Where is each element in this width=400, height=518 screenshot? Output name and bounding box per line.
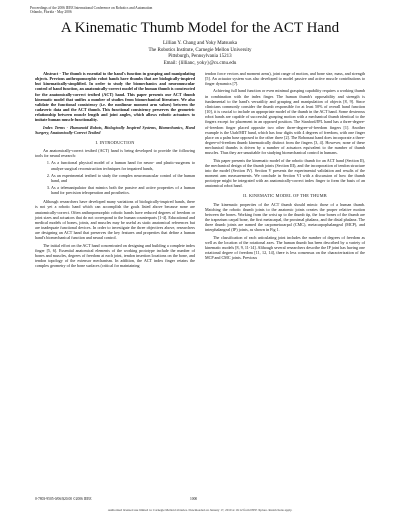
proceedings-line-1: Proceedings of the 2006 IEEE International Conference on Robotics and Automation bbox=[30, 6, 153, 10]
paper-title: A Kinematic Thumb Model for the ACT Hand bbox=[60, 20, 340, 36]
body-paragraph: Although researchers have developed many variations of biologically-inspired hands, there is not yet a robotic hand which can accomplish the goals listed above because none are anatomically-correct. Often anthropomorphic robotic hands have reduced degrees of freedom or joint sizes and actuators that do not correspond to the human counterparts [1-4]. Educational and medical models of bones, joints, and muscles may be useful as static anatomical references but are inadequate functional devices. In order to investigate the three objectives above, researchers are designing an ACT hand that preserves the key features and properties that define a human hand's biomechanical function and neural control. bbox=[35, 199, 195, 241]
section-heading-introduction: I. INTRODUCTION bbox=[95, 139, 135, 145]
index-terms: Index Terms - Humanoid Robots, Biologically Inspired Systems, Biomechanics, Hand Surgery, Anatomically-Correct Testbed bbox=[35, 124, 195, 135]
proceedings-line-2: Orlando, Florida - May 2006 bbox=[30, 10, 72, 15]
author-city: Pittsburgh, Pennsylvania 15213 bbox=[168, 54, 232, 60]
objectives-list bbox=[35, 160, 195, 195]
body-paragraph: tendon force vectors and moment arms), joint range of motion, and bone size, mass, and strength [5]. An actuator system was also developed to model passive and active muscle contributions to finger dynamics [7]. bbox=[205, 71, 365, 87]
license-notice: Authorized licensed use limited to: Carnegie Mellon Libraries. Downloaded on January 17, 2010 at 16:12 from IEEE Xplore. Restrictions apply. bbox=[107, 508, 293, 512]
list-item: 3. As a telemanipulator that mimics both the passive and active properties of a human hand for precision teleoperation and prosthetics. bbox=[51, 185, 195, 195]
body-paragraph: The classification of each articulating joint includes the number of degrees of freedom as well as the location of the rotational axes. The human thumb has been described by a variety of kinematic models [8, 9, 11-14]. Although several researchers describe the IP joint has having one rotational degree of freedom [11, 12, 14], there is less consensus on the characterization of the MCP and CMC joints. Previous bbox=[205, 234, 365, 261]
left-column bbox=[35, 71, 195, 270]
proceedings-header bbox=[30, 6, 152, 15]
abstract: Abstract - The thumb is essential to the hand's function in grasping and manipulating objects. Previous anthropomorphic robot hands have thumbs that are biologically-inspired but kinematically-simplified. In order to study the biomechanics and neuromuscular control of hand function, an anatomically-correct model of the human thumb is constructed for the anatomically-correct testbed (ACT) hand. This paper presents our ACT thumb kinematic model that unifies a number of studies from biomechanical literature. We also validate the functional consistency (i.e. the nonlinear moment arm values) between the cadaveric data and the ACT thumb. This functional consistency preserves the geometric relationship between muscle length and joint angles, which allows robotic actuators to imitate human muscle functionality. bbox=[35, 71, 195, 123]
body-paragraph: The initial effort on the ACT hand concentrated on designing and building a complete index finger [5, 6]. Essential anatomical elements of the working prototype include the number of bones and muscles, degrees of freedom at each joint, tendon insertion locations on the bone, and tendon topology of the extensor mechanism. In addition, the ACT index finger retains the complex geometry of the bone surfaces (critical for maintaining bbox=[35, 242, 195, 269]
body-paragraph: Achieving full hand function or even minimal grasping capability requires a working thumb in combination with the index finger. The human thumb's opposability and strength is fundamental to the hand's versatility and grasping and manipulation of objects [8, 9]. Since clinicians commonly consider the thumb responsible for at least 50% of overall hand function [10], it is crucial to include an appropriate model of the thumb in the ACT hand. Some dexterous robot hands are capable of successful grasping motion with a mechanical thumb identical to the fingers except for placement in an opposed position. The Stanford/JPL hand has a three-degree-of-freedom finger placed opposite two other three-degree-of-freedom fingers [1]. Another example is the Utah/MIT hand, which has four digits with 4 degrees of freedom, with one finger place on a palm base opposed to the other three [2]. The Robonaut hand does incorporate a three-degree-of-freedom thumb kinematically distinct from the fingers [3, 4]. However, none of these mechanical thumbs is driven by a number of actuators equivalent to the number of thumb muscles. Thus they are unsuitable for studying biomechanical control in humans. bbox=[205, 88, 365, 156]
author-block bbox=[0, 41, 400, 67]
body-paragraph: The kinematic properties of the ACT thumb should mimic those of a human thumb. Matching the robotic thumb joints to the anatomic joints creates the proper relative motion between the bones. Working from the wrist up to the thumb tip, the four bones of the thumb are the trapezium carpal bone, the first metacarpal, the proximal phalanx, and the distal phalanx. The three thumb joints are named the carpometacarpal (CMC), metacarpophalangeal (MCP), and interphalangeal (IP) joints, as shown in Fig 1. bbox=[205, 201, 365, 233]
page-number: 1000 bbox=[190, 497, 198, 501]
footer-isbn: 0-7803-9505-0/06/$20.00 ©2006 IEEE bbox=[35, 497, 92, 501]
list-item: 1. As a functional physical model of a human hand for neuro- and plastic-surgeons to analyze surgical reconstruction techniques for impaired hands, bbox=[51, 160, 195, 170]
list-item: 2. As an experimental testbed to study the complex neuromuscular control of the human hand, and bbox=[51, 173, 195, 183]
intro-paragraph: An anatomically-correct testbed (ACT) hand is being developed to provide the following tools for neural research: bbox=[35, 148, 195, 159]
right-column bbox=[205, 71, 365, 262]
author-names: Lillian Y. Chang and Yoky Matsuoka bbox=[162, 41, 238, 46]
author-email: Email: {lillianc, yoky}@cs.cmu.edu bbox=[163, 60, 237, 66]
author-affiliation: The Robotics Institute, Carnegie Mellon University bbox=[148, 47, 252, 53]
section-heading-kinematic-model: II. KINEMATIC MODEL OF THE THUMB bbox=[243, 193, 327, 199]
body-paragraph: This paper presents the kinematic model of the robotic thumb for an ACT hand (Section II), the mechanical design of the thumb joints (Section III), and the incorporation of tendon structure into the model (Section IV). Section V presents the experimental validation and results of the moment arm measurements. We conclude in Section VI with a discussion of how the thumb prototype might be integrated with an anatomically-correct index finger to form the basis of an anatomical robot hand. bbox=[205, 157, 365, 189]
